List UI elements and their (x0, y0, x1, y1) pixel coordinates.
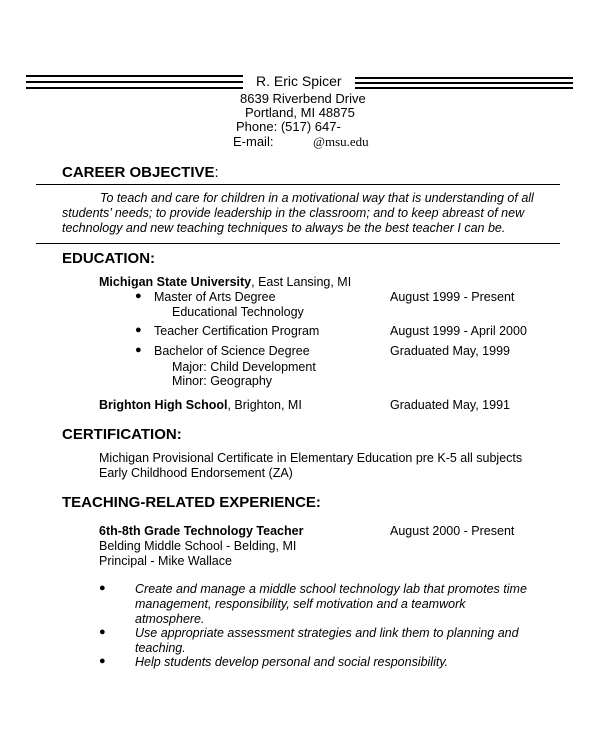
degree-detail: Minor: Geography (172, 374, 273, 388)
msu-entry: Michigan State University, East Lansing, MI (99, 275, 352, 289)
objective-line-1: To teach and care for children in a motivational way that is understanding of all (100, 191, 534, 205)
duty-line: Use appropriate assessment strategies and link them to planning and (135, 626, 519, 640)
degree-date: Graduated May, 1999 (390, 344, 510, 358)
phone-number: Phone: (517) 647- (236, 119, 341, 134)
experience-heading: TEACHING-RELATED EXPERIENCE: (62, 494, 321, 511)
high-school-date: Graduated May, 1991 (390, 398, 510, 412)
degree-detail: Major: Child Development (172, 360, 316, 374)
certification-line: Early Childhood Endorsement (ZA) (99, 466, 293, 480)
section-divider (36, 184, 560, 185)
duty-line: atmosphere. (135, 612, 205, 626)
degree-detail: Educational Technology (172, 305, 304, 319)
email-address[interactable]: @msu.edu (313, 134, 369, 149)
duty-line: Create and manage a middle school technology lab that promotes time (135, 582, 527, 596)
job-title: 6th-8th Grade Technology Teacher (99, 524, 304, 538)
section-divider (36, 243, 560, 244)
address-city: Portland, MI 48875 (245, 105, 355, 120)
job-principal: Principal - Mike Wallace (99, 554, 232, 568)
bullet-icon: ● (99, 582, 106, 594)
job-school: Belding Middle School - Belding, MI (99, 539, 297, 553)
address-street: 8639 Riverbend Drive (240, 91, 366, 106)
bullet-icon: ● (135, 290, 142, 302)
degree-title: Teacher Certification Program (154, 324, 320, 338)
duty-line: Help students develop personal and social responsibility. (135, 655, 449, 669)
bullet-icon: ● (135, 324, 142, 336)
career-objective-heading: CAREER OBJECTIVE: (62, 164, 219, 181)
certification-heading: CERTIFICATION: (62, 426, 182, 443)
bullet-icon: ● (135, 344, 142, 356)
resume-name: R. Eric Spicer (256, 73, 342, 89)
bullet-icon: ● (99, 655, 106, 667)
job-date: August 2000 - Present (390, 524, 515, 538)
degree-title: Master of Arts Degree (154, 290, 276, 304)
email-label: E-mail: (233, 134, 274, 149)
objective-line-3: technology and new teaching techniques to always be the best teacher I can be. (62, 221, 506, 235)
degree-title: Bachelor of Science Degree (154, 344, 310, 358)
high-school-entry: Brighton High School, Brighton, MI (99, 398, 302, 412)
objective-line-2: students’ needs; to provide leadership in the classroom; and to keep abreast of new (62, 206, 525, 220)
degree-date: August 1999 - Present (390, 290, 515, 304)
degree-date: August 1999 - April 2000 (390, 324, 527, 338)
duty-line: management, responsibility, self motivation and a teamwork (135, 597, 466, 611)
bullet-icon: ● (99, 626, 106, 638)
education-heading: EDUCATION: (62, 250, 156, 267)
duty-line: teaching. (135, 641, 186, 655)
certification-line: Michigan Provisional Certificate in Elementary Education pre K-5 all subjects (99, 451, 523, 465)
